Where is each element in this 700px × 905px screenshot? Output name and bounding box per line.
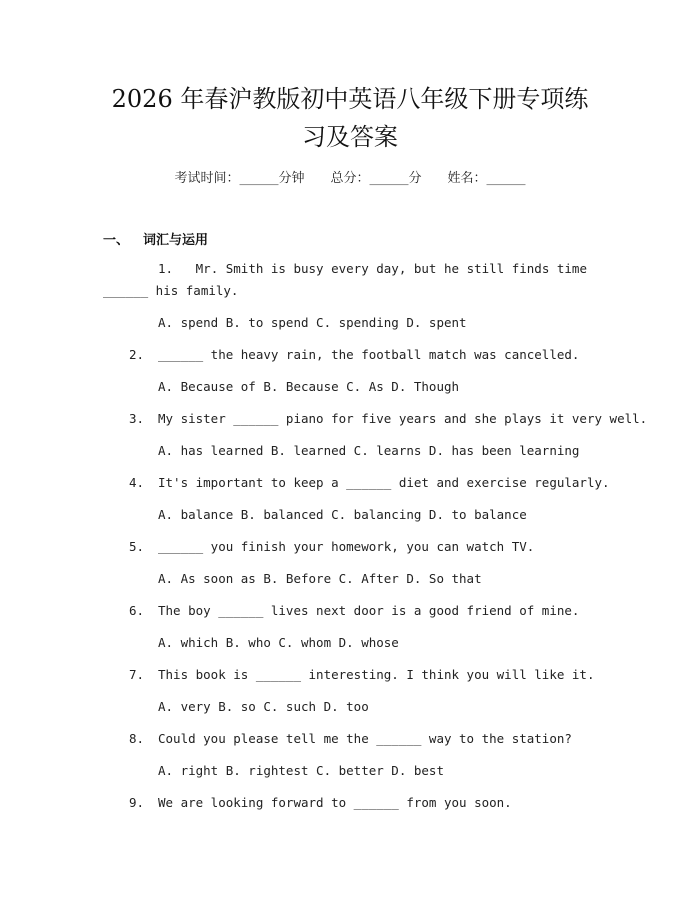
question-text: Mr. Smith is busy every day, but he still finds time ______ his family. xyxy=(103,261,587,298)
page-title xyxy=(80,80,620,156)
question-text: ______ you finish your homework, you can watch TV. xyxy=(158,539,535,554)
question-number: 5. xyxy=(129,539,145,554)
exam-meta xyxy=(0,167,700,186)
question-number: 3. xyxy=(129,411,145,426)
question-8-options: A. right B. rightest C. better D. best xyxy=(158,763,444,778)
question-number: 8. xyxy=(129,731,145,746)
question-number: 1. xyxy=(158,261,174,276)
question-text: Could you please tell me the ______ way to the station? xyxy=(158,731,572,746)
question-number: 4. xyxy=(129,475,145,490)
total-score-label: 总分：______分 xyxy=(330,171,422,186)
question-text: We are looking forward to ______ from you soon. xyxy=(158,795,512,810)
question-4-options: A. balance B. balanced C. balancing D. to balance xyxy=(158,507,527,522)
question-2-options: A. Because of B. Because C. As D. Though xyxy=(158,379,460,394)
question-text: The boy ______ lives next door is a good friend of mine. xyxy=(158,603,580,618)
question-text: My sister ______ piano for five years and she plays it very well. xyxy=(158,411,648,426)
question-number: 2. xyxy=(129,347,145,362)
question-7-options: A. very B. so C. such D. too xyxy=(158,699,369,714)
question-number: 6. xyxy=(129,603,145,618)
section-number: 一、 xyxy=(103,233,130,248)
question-text: ______ the heavy rain, the football match was cancelled. xyxy=(158,347,580,362)
exam-time-label: 考试时间：______分钟 xyxy=(174,171,305,186)
question-5-options: A. As soon as B. Before C. After D. So that xyxy=(158,571,482,586)
question-6-options: A. which B. who C. whom D. whose xyxy=(158,635,399,650)
question-number: 7. xyxy=(129,667,145,682)
section-heading xyxy=(103,229,208,248)
question-text: This book is ______ interesting. I think you will like it. xyxy=(158,667,595,682)
question-1 xyxy=(103,258,593,302)
question-number: 9. xyxy=(129,795,145,810)
section-title: 词汇与运用 xyxy=(143,233,209,248)
question-text: It's important to keep a ______ diet and exercise regularly. xyxy=(158,475,610,490)
question-1-options: A. spend B. to spend C. spending D. spent xyxy=(158,315,467,330)
student-name-label: 姓名：______ xyxy=(447,171,526,186)
title-line-1: 2026 年春沪教版初中英语八年级下册专项练 xyxy=(111,85,589,113)
title-line-2: 习及答案 xyxy=(302,123,398,151)
question-3-options: A. has learned B. learned C. learns D. has been learning xyxy=(158,443,580,458)
